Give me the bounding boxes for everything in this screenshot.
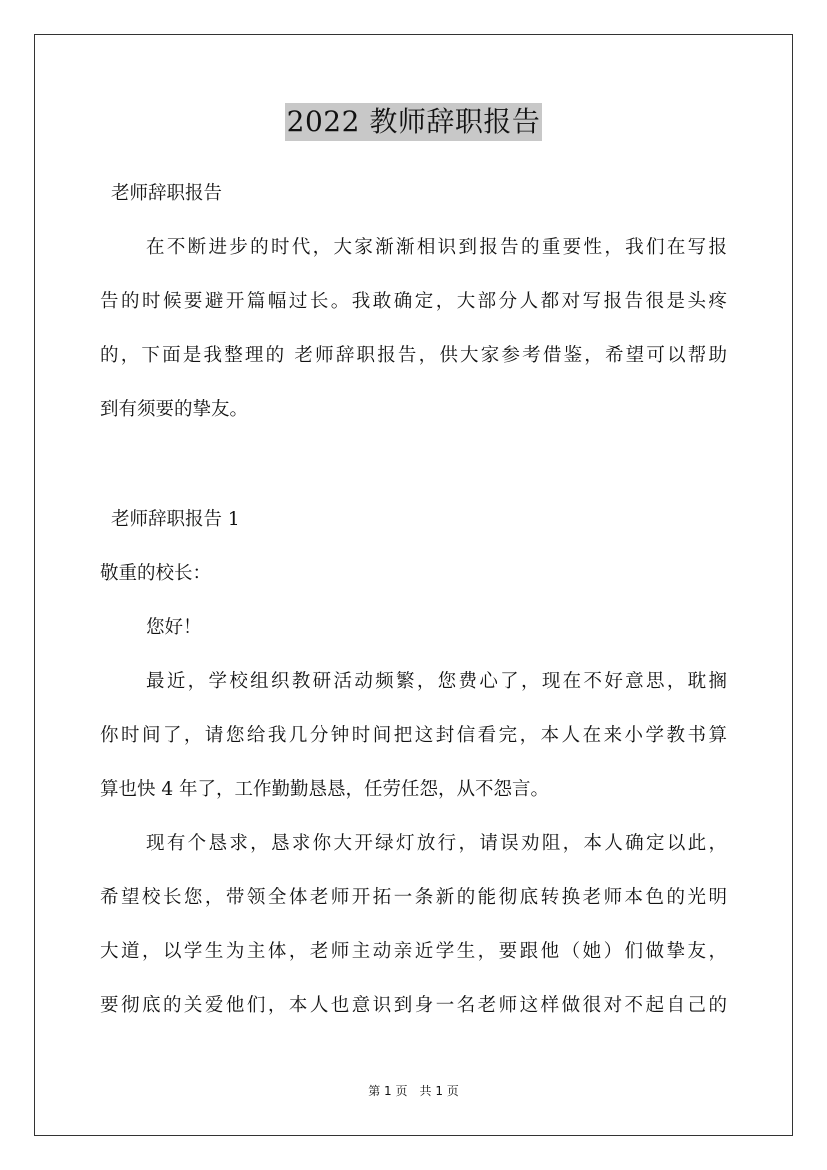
paragraph1-line-3: 算也快 4 年了，工作勤勤恳恳，任劳任怨，从不怨言。 bbox=[100, 779, 550, 800]
intro-line-1: 在不断进步的时代，大家渐渐相识到报告的重要性，我们在写报 bbox=[146, 237, 727, 258]
paragraph1-line-1: 最近，学校组织教研活动频繁，您费心了，现在不好意思，耽搁 bbox=[146, 671, 727, 692]
document-subtitle: 老师辞职报告 bbox=[111, 183, 223, 204]
document-title-text: 2022 教师辞职报告 bbox=[285, 103, 543, 141]
section-heading: 老师辞职报告 1 bbox=[111, 509, 240, 530]
salutation: 敬重的校长： bbox=[100, 563, 212, 584]
document-title bbox=[0, 103, 827, 141]
paragraph1-line-2: 你时间了，请您给我几分钟时间把这封信看完，本人在来小学教书算 bbox=[100, 725, 727, 746]
paragraph2-line-1: 现有个恳求，恳求你大开绿灯放行，请误劝阻，本人确定以此， bbox=[146, 833, 727, 854]
page-number-label: 第 1 页 共 1 页 bbox=[368, 1084, 459, 1098]
paragraph2-line-4: 要彻底的关爱他们，本人也意识到身一名老师这样做很对不起自己的 bbox=[100, 995, 727, 1016]
greeting: 您好！ bbox=[146, 617, 202, 638]
paragraph2-line-3: 大道，以学生为主体，老师主动亲近学生，要跟他（她）们做挚友， bbox=[100, 941, 727, 962]
page-footer bbox=[0, 1083, 827, 1099]
intro-line-2: 告的时候要避开篇幅过长。我敢确定，大部分人都对写报告很是头疼 bbox=[100, 291, 727, 312]
intro-line-4: 到有须要的挚友。 bbox=[100, 399, 249, 420]
paragraph2-line-2: 希望校长您，带领全体老师开拓一条新的能彻底转换老师本色的光明 bbox=[100, 887, 727, 908]
intro-line-3: 的，下面是我整理的 老师辞职报告，供大家参考借鉴，希望可以帮助 bbox=[100, 345, 727, 366]
